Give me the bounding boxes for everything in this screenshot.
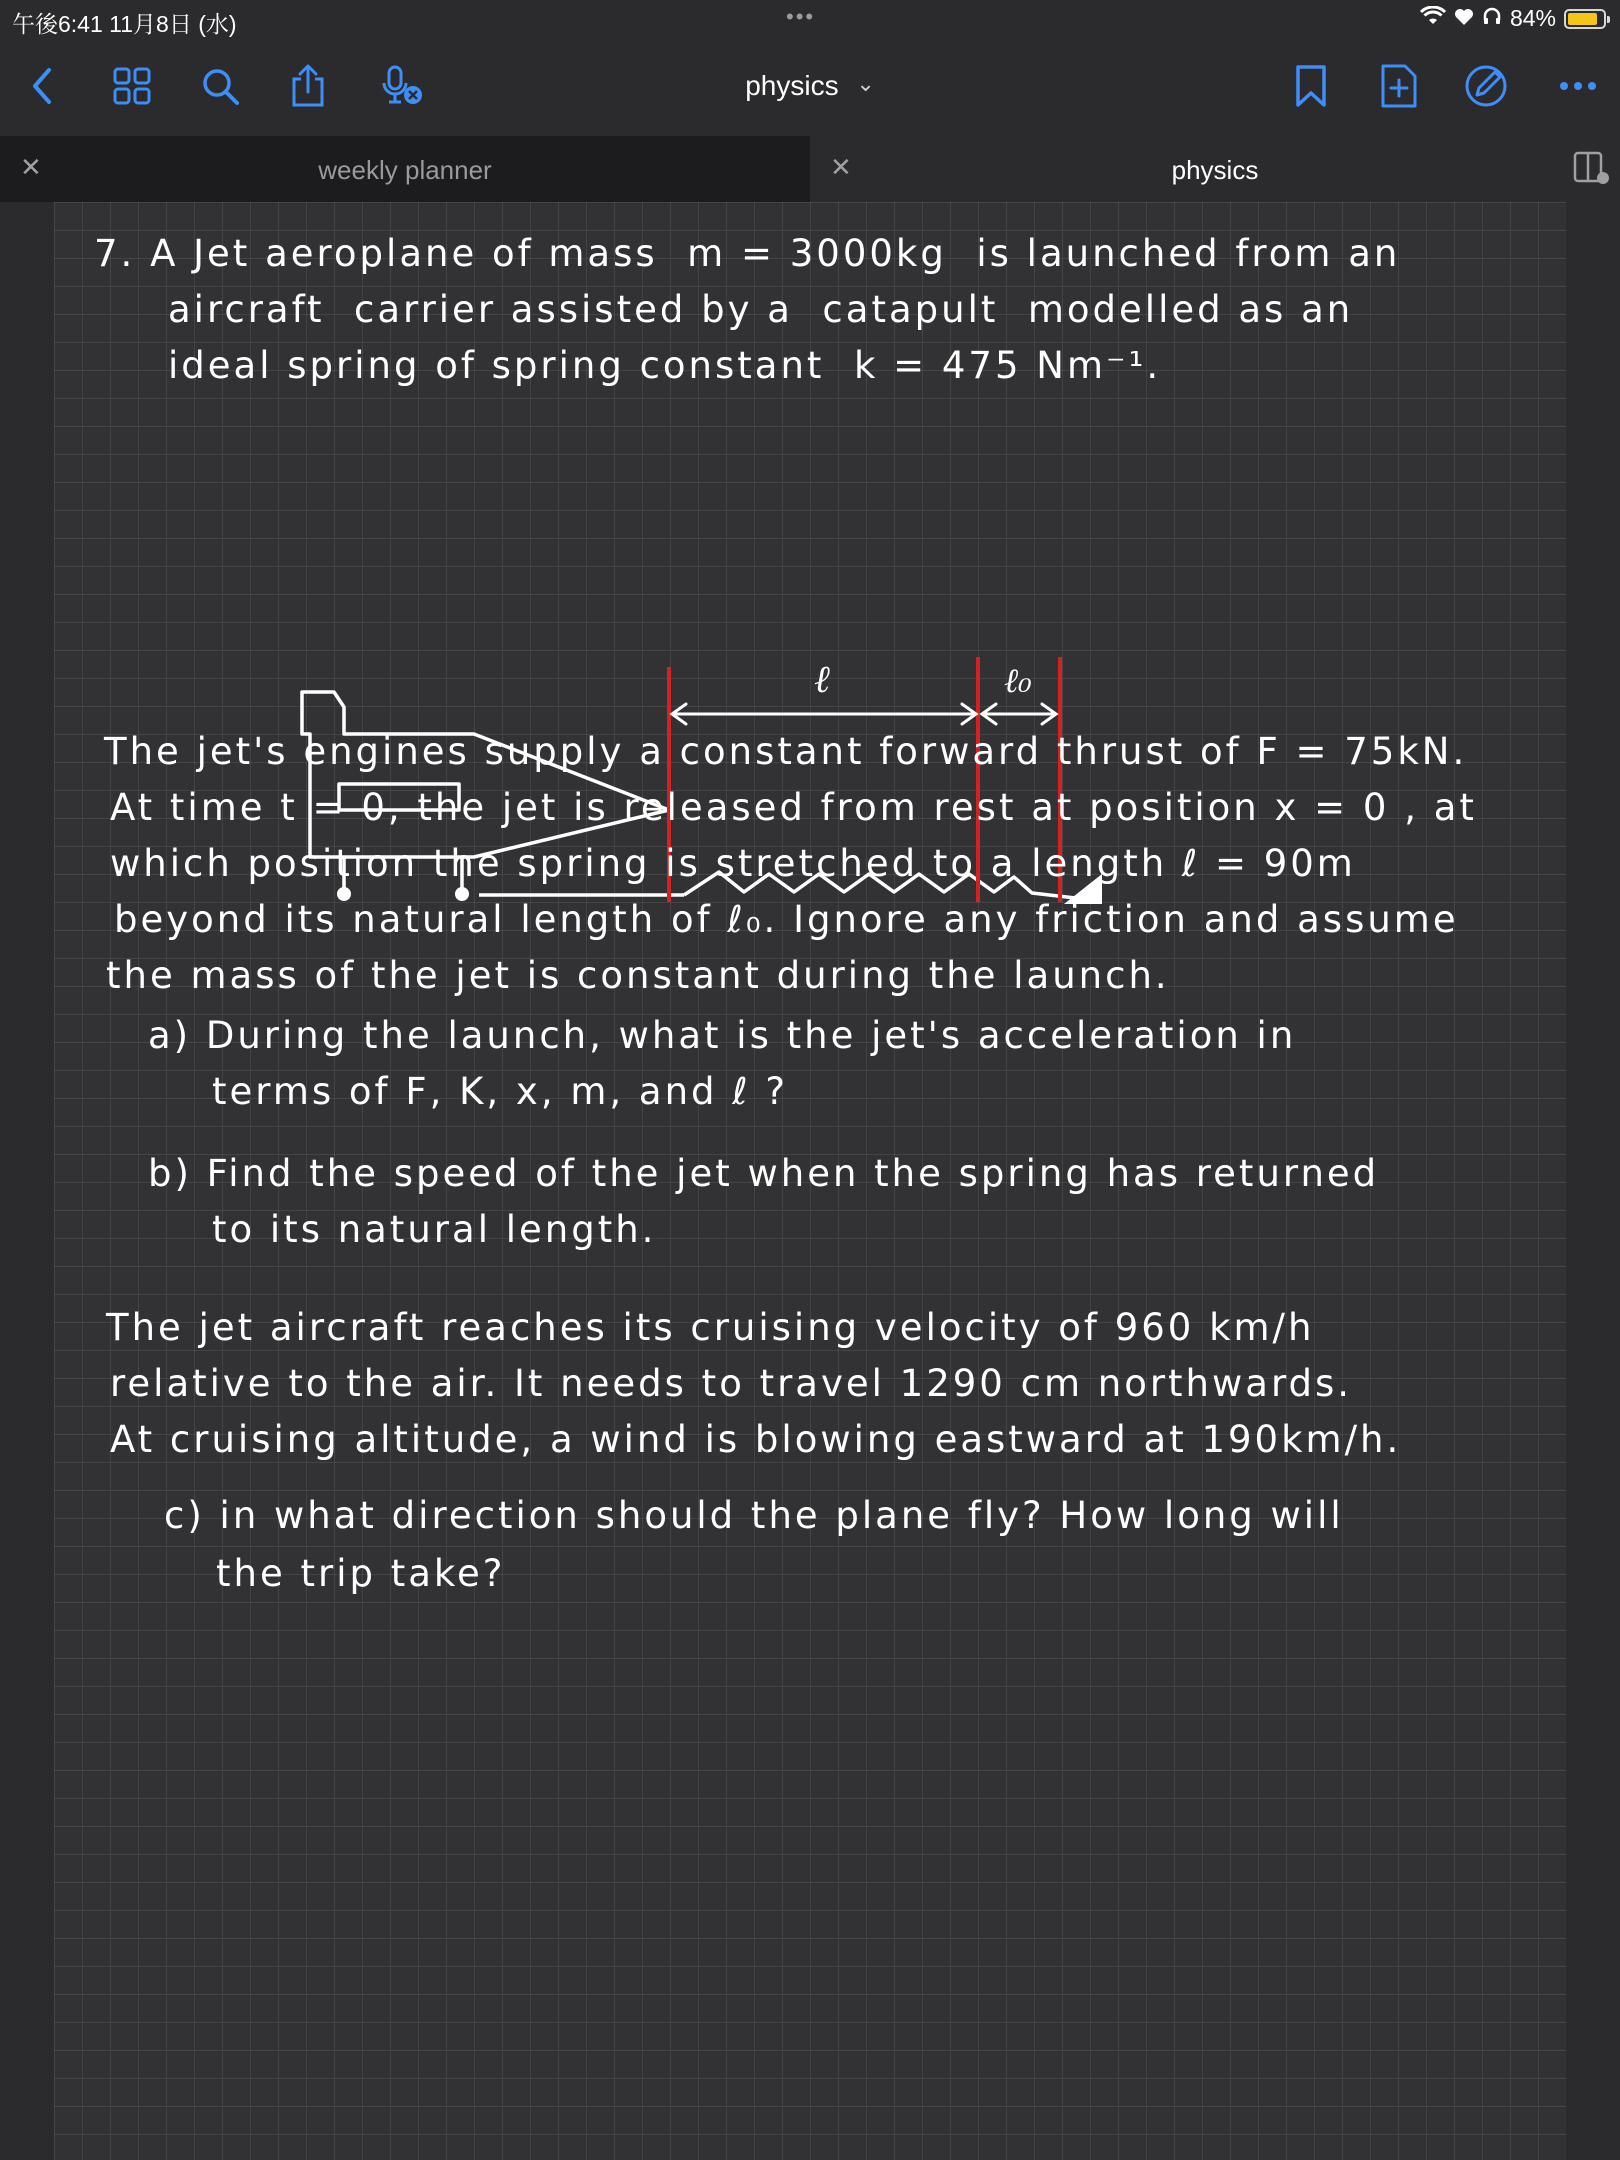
thumbnails-button[interactable] [106, 60, 158, 112]
more-icon [1558, 80, 1598, 92]
part-a: a) During the launch, what is the jet's acceleration in [148, 1014, 1297, 1057]
part-a: terms of F, K, x, m, and ℓ ? [212, 1070, 788, 1113]
question-line: At time t = 0, the jet is released from rest at position x = 0 , at [110, 786, 1477, 829]
question-line: aircraft carrier assisted by a catapult modelled as an [168, 288, 1354, 331]
part-c: c) in what direction should the plane fly? How long will [164, 1494, 1344, 1537]
tab-bar [0, 136, 1620, 202]
question-line: The jet aircraft reaches its cruising velocity of 960 km/h [106, 1306, 1315, 1349]
add-page-icon [1379, 63, 1419, 109]
question-line: the mass of the jet is constant during the launch. [106, 954, 1170, 997]
share-button[interactable] [282, 60, 334, 112]
label-l: ℓ [814, 657, 830, 701]
more-button[interactable] [1552, 60, 1604, 112]
multitasking-dots[interactable]: ••• [786, 4, 816, 29]
close-icon[interactable]: ✕ [20, 152, 42, 182]
battery-fill [1568, 13, 1597, 25]
question-line: 7. A Jet aeroplane of mass m = 3000kg is launched from an [94, 232, 1401, 275]
add-page-button[interactable] [1373, 60, 1425, 112]
doc-title[interactable]: physics [745, 70, 839, 101]
back-chevron-icon [27, 66, 57, 106]
mic-off-icon [380, 64, 424, 108]
question-line: which position the spring is stretched to a length ℓ = 90m [110, 842, 1356, 885]
part-c: the trip take? [216, 1552, 506, 1595]
tab-physics[interactable] [810, 136, 1620, 202]
question-line: At cruising altitude, a wind is blowing eastward at 190km/h. [110, 1418, 1402, 1461]
notebook-page[interactable] [54, 202, 1566, 2160]
question-line: relative to the air. It needs to travel 1290 cm northwards. [110, 1362, 1353, 1405]
share-icon [288, 64, 328, 108]
title-chevron-icon[interactable]: ⌄ [856, 71, 875, 96]
status-bar [0, 0, 1620, 40]
headphones-icon [1482, 5, 1502, 32]
pen-mode-button[interactable] [1460, 60, 1512, 112]
status-time: 午後6:41 11月8日 (水) [12, 11, 237, 37]
battery-percent: 84% [1509, 5, 1556, 31]
wifi-icon [1420, 5, 1446, 32]
heart-icon [1454, 5, 1474, 32]
close-icon[interactable]: ✕ [830, 152, 852, 182]
part-b: b) Find the speed of the jet when the spring has returned [148, 1152, 1380, 1195]
tab-weekly-planner[interactable] [0, 136, 810, 202]
split-view-icon[interactable] [1572, 150, 1610, 191]
question-line: beyond its natural length of ℓ₀. Ignore any friction and assume [114, 898, 1459, 941]
search-button[interactable] [194, 60, 246, 112]
bookmark-icon [1293, 64, 1329, 108]
status-right [1420, 5, 1606, 32]
battery-icon [1564, 9, 1606, 29]
tab-label: weekly planner [318, 155, 492, 185]
back-button[interactable] [16, 60, 68, 112]
pen-off-icon [1463, 63, 1509, 109]
audio-record-button[interactable] [376, 60, 428, 112]
page-area [0, 202, 1620, 2160]
toolbar [0, 40, 1620, 136]
bookmark-button[interactable] [1285, 60, 1337, 112]
question-line: ideal spring of spring constant k = 475 Nm⁻¹. [168, 344, 1162, 387]
grid-icon [112, 66, 152, 106]
part-b: to its natural length. [212, 1208, 657, 1251]
search-icon [200, 66, 240, 106]
label-l0: ℓ₀ [1004, 661, 1032, 701]
tab-label: physics [1171, 155, 1259, 185]
question-line: The jet's engines supply a constant forward thrust of F = 75kN. [104, 730, 1468, 773]
